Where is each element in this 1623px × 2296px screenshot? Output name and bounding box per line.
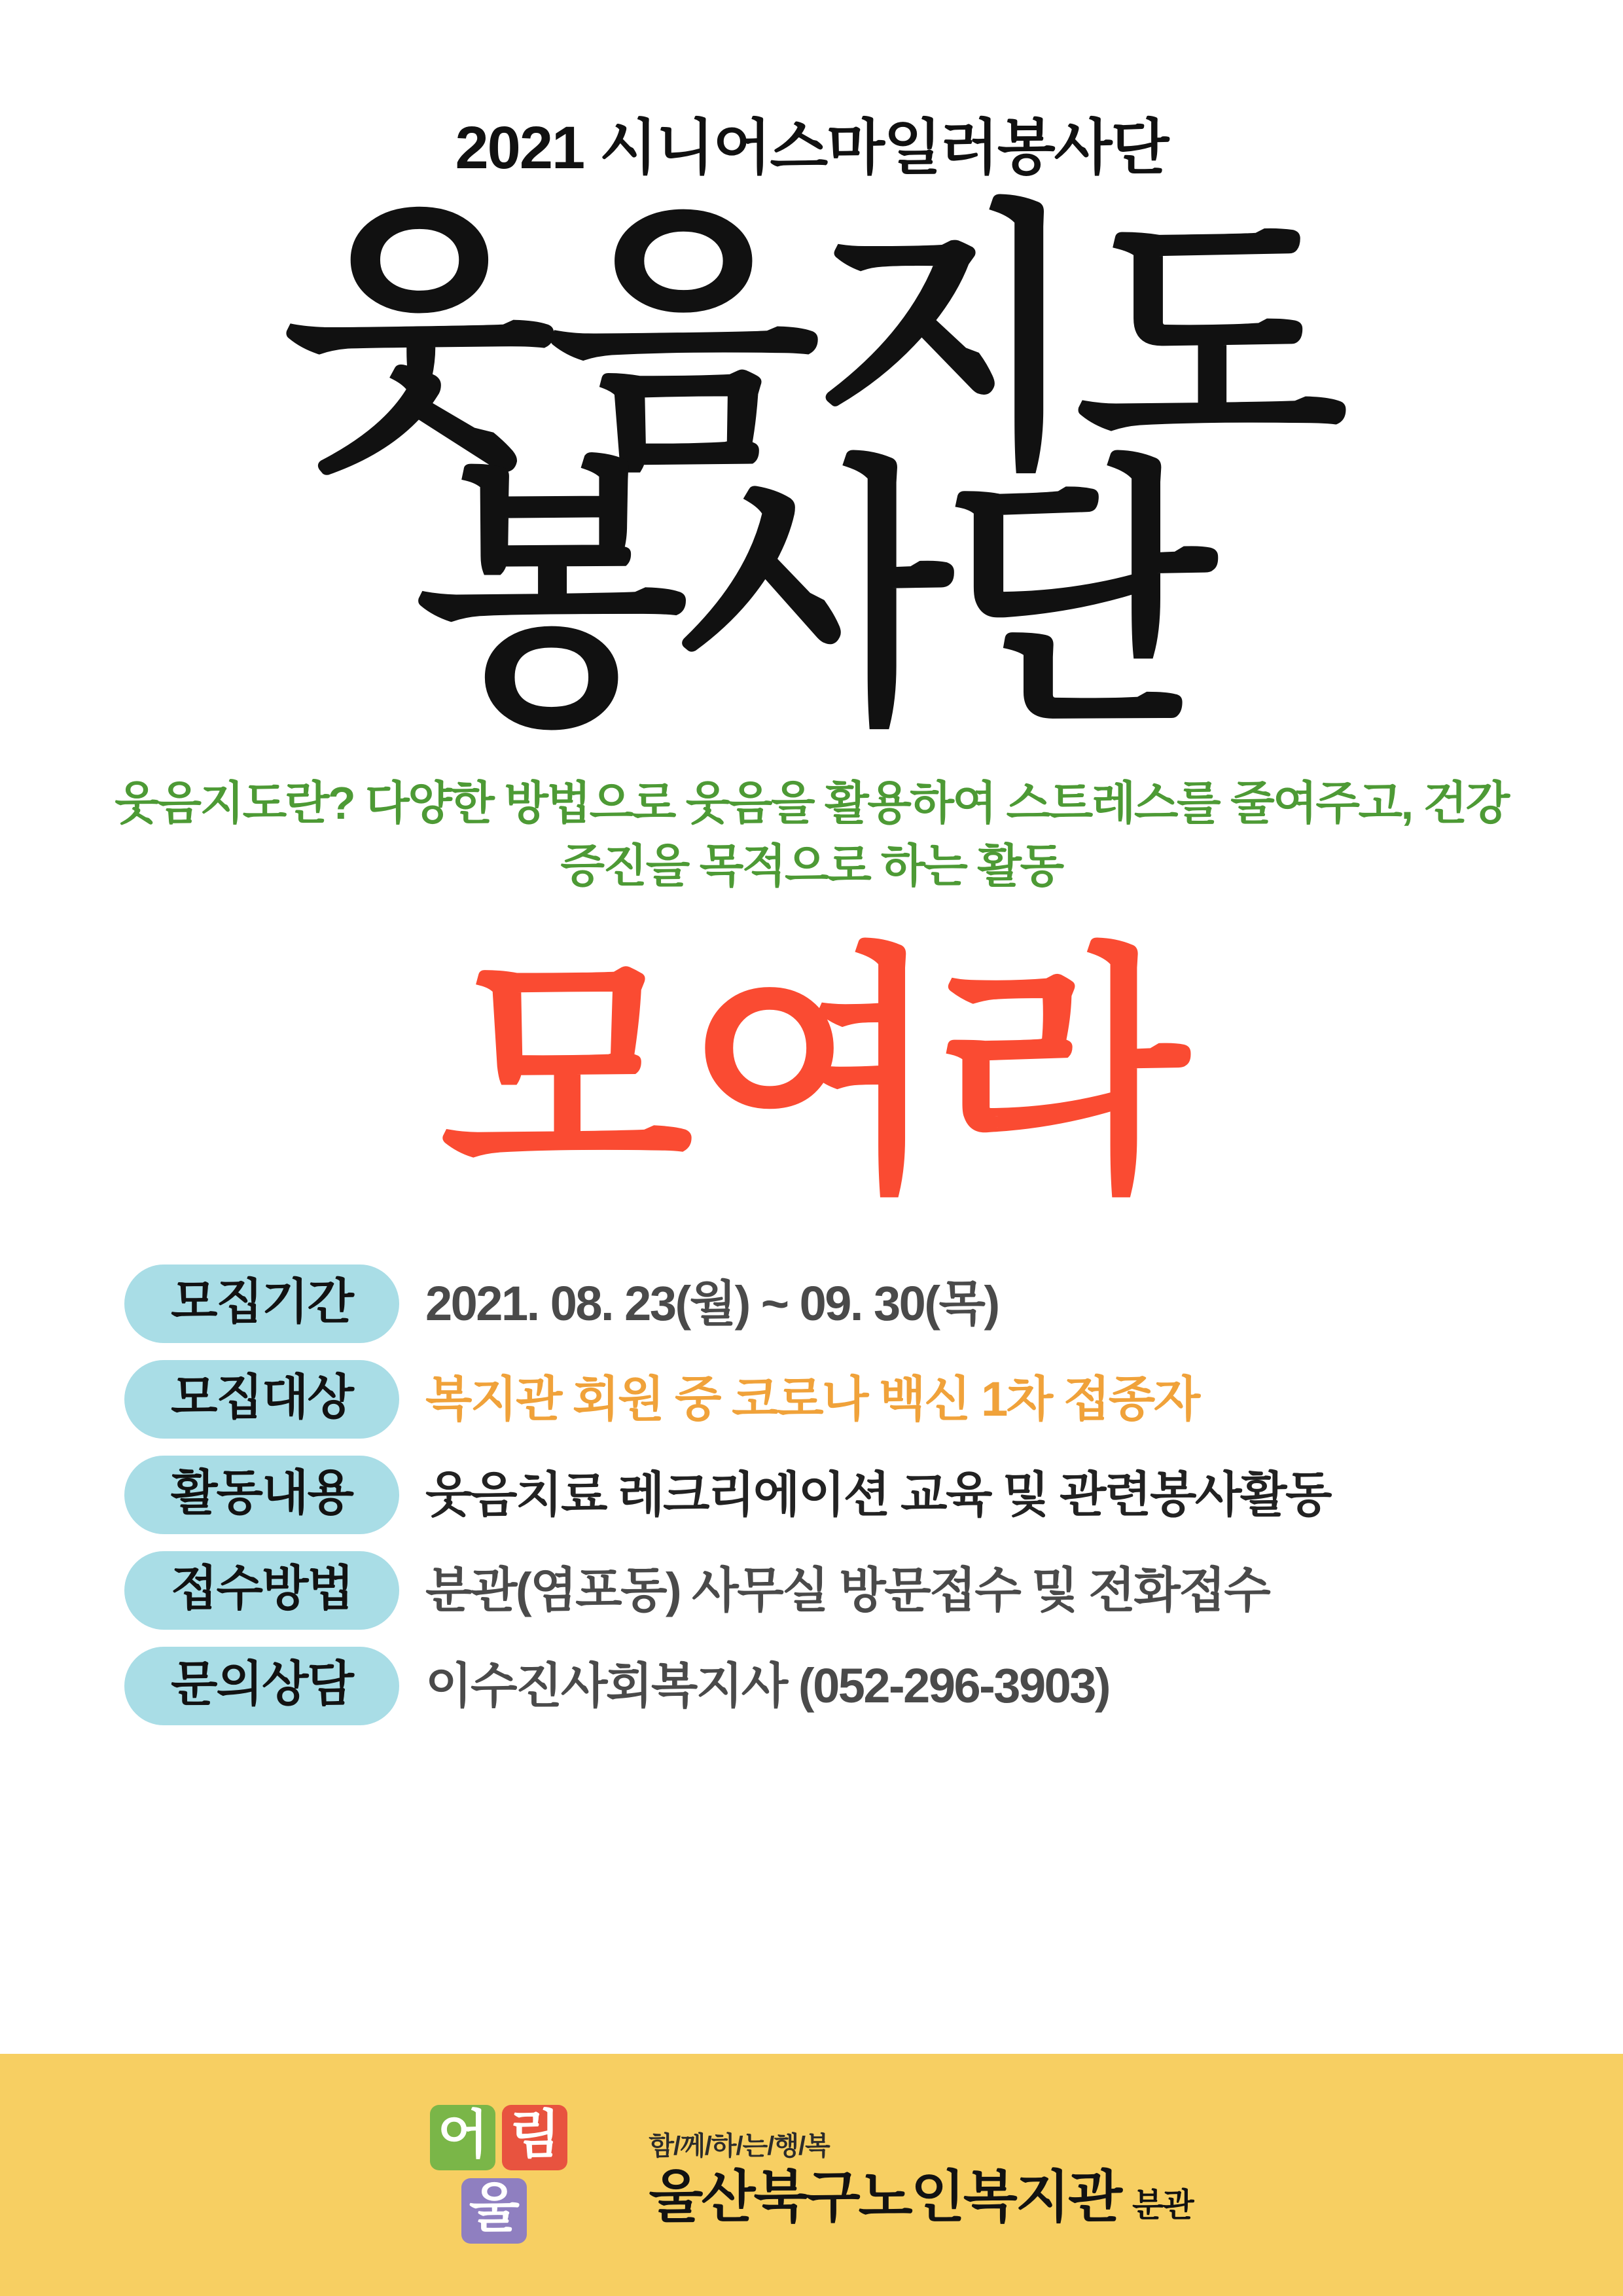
footer-org-line xyxy=(649,2165,1193,2229)
info-list xyxy=(0,1265,1623,1725)
footer-organization-name: 울산북구노인복지관 xyxy=(649,2165,1121,2229)
info-value-application-method: 분관(염포동) 사무실 방문접수 및 전화접수 xyxy=(425,1563,1270,1618)
footer-text-block xyxy=(649,2125,1193,2229)
info-value-recruit-target: 복지관 회원 중 코로나 백신 1차 접종자 xyxy=(425,1372,1199,1427)
logo-row-bottom xyxy=(461,2178,626,2244)
info-row xyxy=(124,1647,1499,1725)
footer-tagline: 함/께/하/는/행/복 xyxy=(649,2131,830,2161)
organization-logo-icon xyxy=(430,2105,626,2246)
info-row xyxy=(124,1551,1499,1630)
poster-subtitle: 웃음지도란? 다양한 방법으로 웃음을 활용하여 스트레스를 줄여주고, 건강증진을 목적으로 하는 활동 xyxy=(115,777,1508,892)
logo-letter-1: 어 xyxy=(430,2105,495,2170)
info-label-activity: 활동내용 xyxy=(124,1456,399,1534)
info-label-recruit-period: 모집기간 xyxy=(124,1265,399,1343)
footer-branch-name: 분관 xyxy=(1132,2186,1193,2223)
headline-line-2: 봉사단 xyxy=(415,440,1208,755)
info-row xyxy=(124,1265,1499,1343)
info-label-contact: 문의상담 xyxy=(124,1647,399,1725)
logo-row-top xyxy=(430,2105,626,2170)
info-value-contact: 이수진사회복지사 (052-296-3903) xyxy=(425,1659,1110,1713)
info-row xyxy=(124,1360,1499,1439)
headline-line-1: 웃음지도 xyxy=(283,185,1340,499)
info-value-recruit-period: 2021. 08. 23(월) ~ 09. 30(목) xyxy=(425,1276,999,1331)
info-row xyxy=(124,1456,1499,1534)
info-label-recruit-target: 모집대상 xyxy=(124,1360,399,1439)
poster-kicker: 2021 시니어스마일러봉사단 xyxy=(455,115,1168,181)
info-label-application-method: 접수방법 xyxy=(124,1551,399,1630)
footer-band xyxy=(0,2054,1623,2296)
call-to-action-text: 모여라 xyxy=(440,927,1183,1221)
logo-letter-2: 울 xyxy=(461,2178,527,2244)
page-title xyxy=(283,178,1340,755)
info-value-activity: 웃음치료 레크리에이션 교육 및 관련봉사활동 xyxy=(425,1467,1330,1522)
logo-letter-3: 림 xyxy=(502,2105,567,2170)
